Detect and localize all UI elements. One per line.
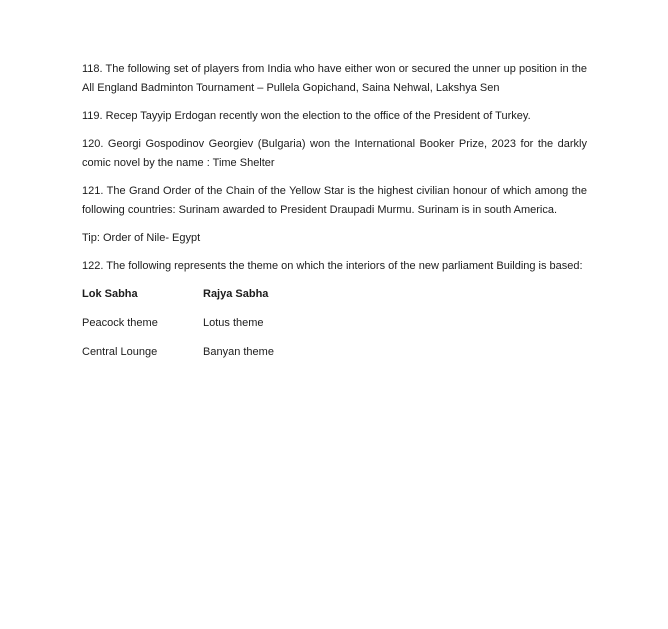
paragraph-119: 119. Recep Tayyip Erdogan recently won the election to the office of the President of Turkey. — [82, 110, 531, 122]
paragraph-122: 122. The following represents the theme on which the interiors of the new parliament Building is based: — [82, 260, 583, 272]
paragraph-118: 118. The following set of players from India who have either won or secured the unner up position in the All England Badminton Tournament – Pullela Gopichand, Saina Nehwal, Lakshya Sen — [82, 63, 587, 94]
table-header-lok-sabha: Lok Sabha — [82, 288, 138, 300]
table-header-row — [82, 285, 587, 304]
tip-line: Tip: Order of Nile- Egypt — [82, 232, 201, 244]
paragraph-121: 121. The Grand Order of the Chain of the Yellow Star is the highest civilian honour of which among the following countries: Surinam awarded to President Draupadi Murmu. Surinam is in south America. — [82, 185, 587, 216]
theme-table — [82, 285, 587, 362]
table-cell-lok-sabha-theme-2: Central Lounge — [82, 346, 158, 358]
table-row — [82, 314, 587, 333]
table-cell-rajya-sabha-theme-2: Banyan theme — [203, 346, 274, 358]
table-row — [82, 343, 587, 362]
table-cell-lok-sabha-theme-1: Peacock theme — [82, 317, 158, 329]
paragraph-120: 120. Georgi Gospodinov Georgiev (Bulgaria) won the International Booker Prize, 2023 for the darkly comic novel by the name : Time Shelter — [82, 138, 587, 169]
table-header-rajya-sabha: Rajya Sabha — [203, 288, 269, 300]
table-cell-rajya-sabha-theme-1: Lotus theme — [203, 317, 264, 329]
